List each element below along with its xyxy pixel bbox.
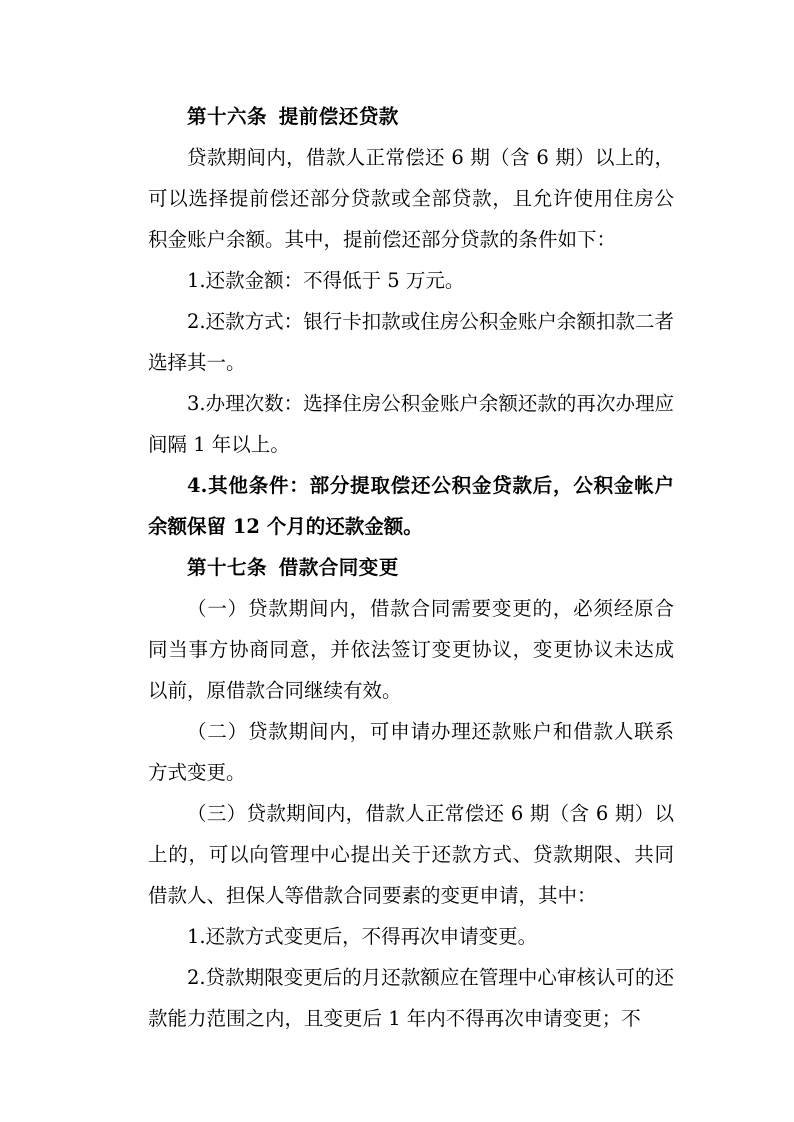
paragraph-17-item-1: （一）贷款期间内，借款合同需要变更的，必须经原合同当事方协商同意，并依法签订变更协议，变更协议未达成以前，原借款合同继续有效。 [148,597,674,702]
paragraph-17-sub-item-1: 1.还款方式变更后，不得再次申请变更。 [187,925,538,948]
section-heading-17-number: 第十七条 [187,556,268,579]
document-body [148,96,674,1039]
section-heading-16-number: 第十六条 [187,105,268,128]
paragraph-17-sub-item-2: 2.贷款期限变更后的月还款额应在管理中心审核认可的还款能力范围之内，且变更后 1 年内不得再次申请变更；不 [148,966,674,1030]
section-heading-16 [148,96,674,137]
section-heading-17 [148,547,674,588]
paragraph-17-item-2: （二）贷款期间内，可申请办理还款账户和借款人联系方式变更。 [148,720,674,784]
paragraph-17-item-3: （三）贷款期间内，借款人正常偿还 6 期（含 6 期）以上的，可以向管理中心提出关于还款方式、贷款期限、共同借款人、担保人等借款合同要素的变更申请，其中： [148,802,674,907]
section-heading-17-title: 借款合同变更 [278,556,399,579]
paragraph-16-item-1: 1.还款金额：不得低于 5 万元。 [187,269,465,292]
paragraph-16-item-2: 2.还款方式：银行卡扣款或住房公积金账户余额扣款二者选择其一。 [148,310,674,374]
paragraph-16-intro: 贷款期间内，借款人正常偿还 6 期（含 6 期）以上的，可以选择提前偿还部分贷款或全部贷款，且允许使用住房公积金账户余额。其中，提前偿还部分贷款的条件如下： [148,146,674,251]
paragraph-16-item-3: 3.办理次数：选择住房公积金账户余额还款的再次办理应间隔 1 年以上。 [148,392,674,456]
section-heading-16-title: 提前偿还贷款 [278,105,399,128]
paragraph-16-item-4: 4.其他条件：部分提取偿还公积金贷款后，公积金帐户余额保留 12 个月的还款金额。 [148,474,674,538]
